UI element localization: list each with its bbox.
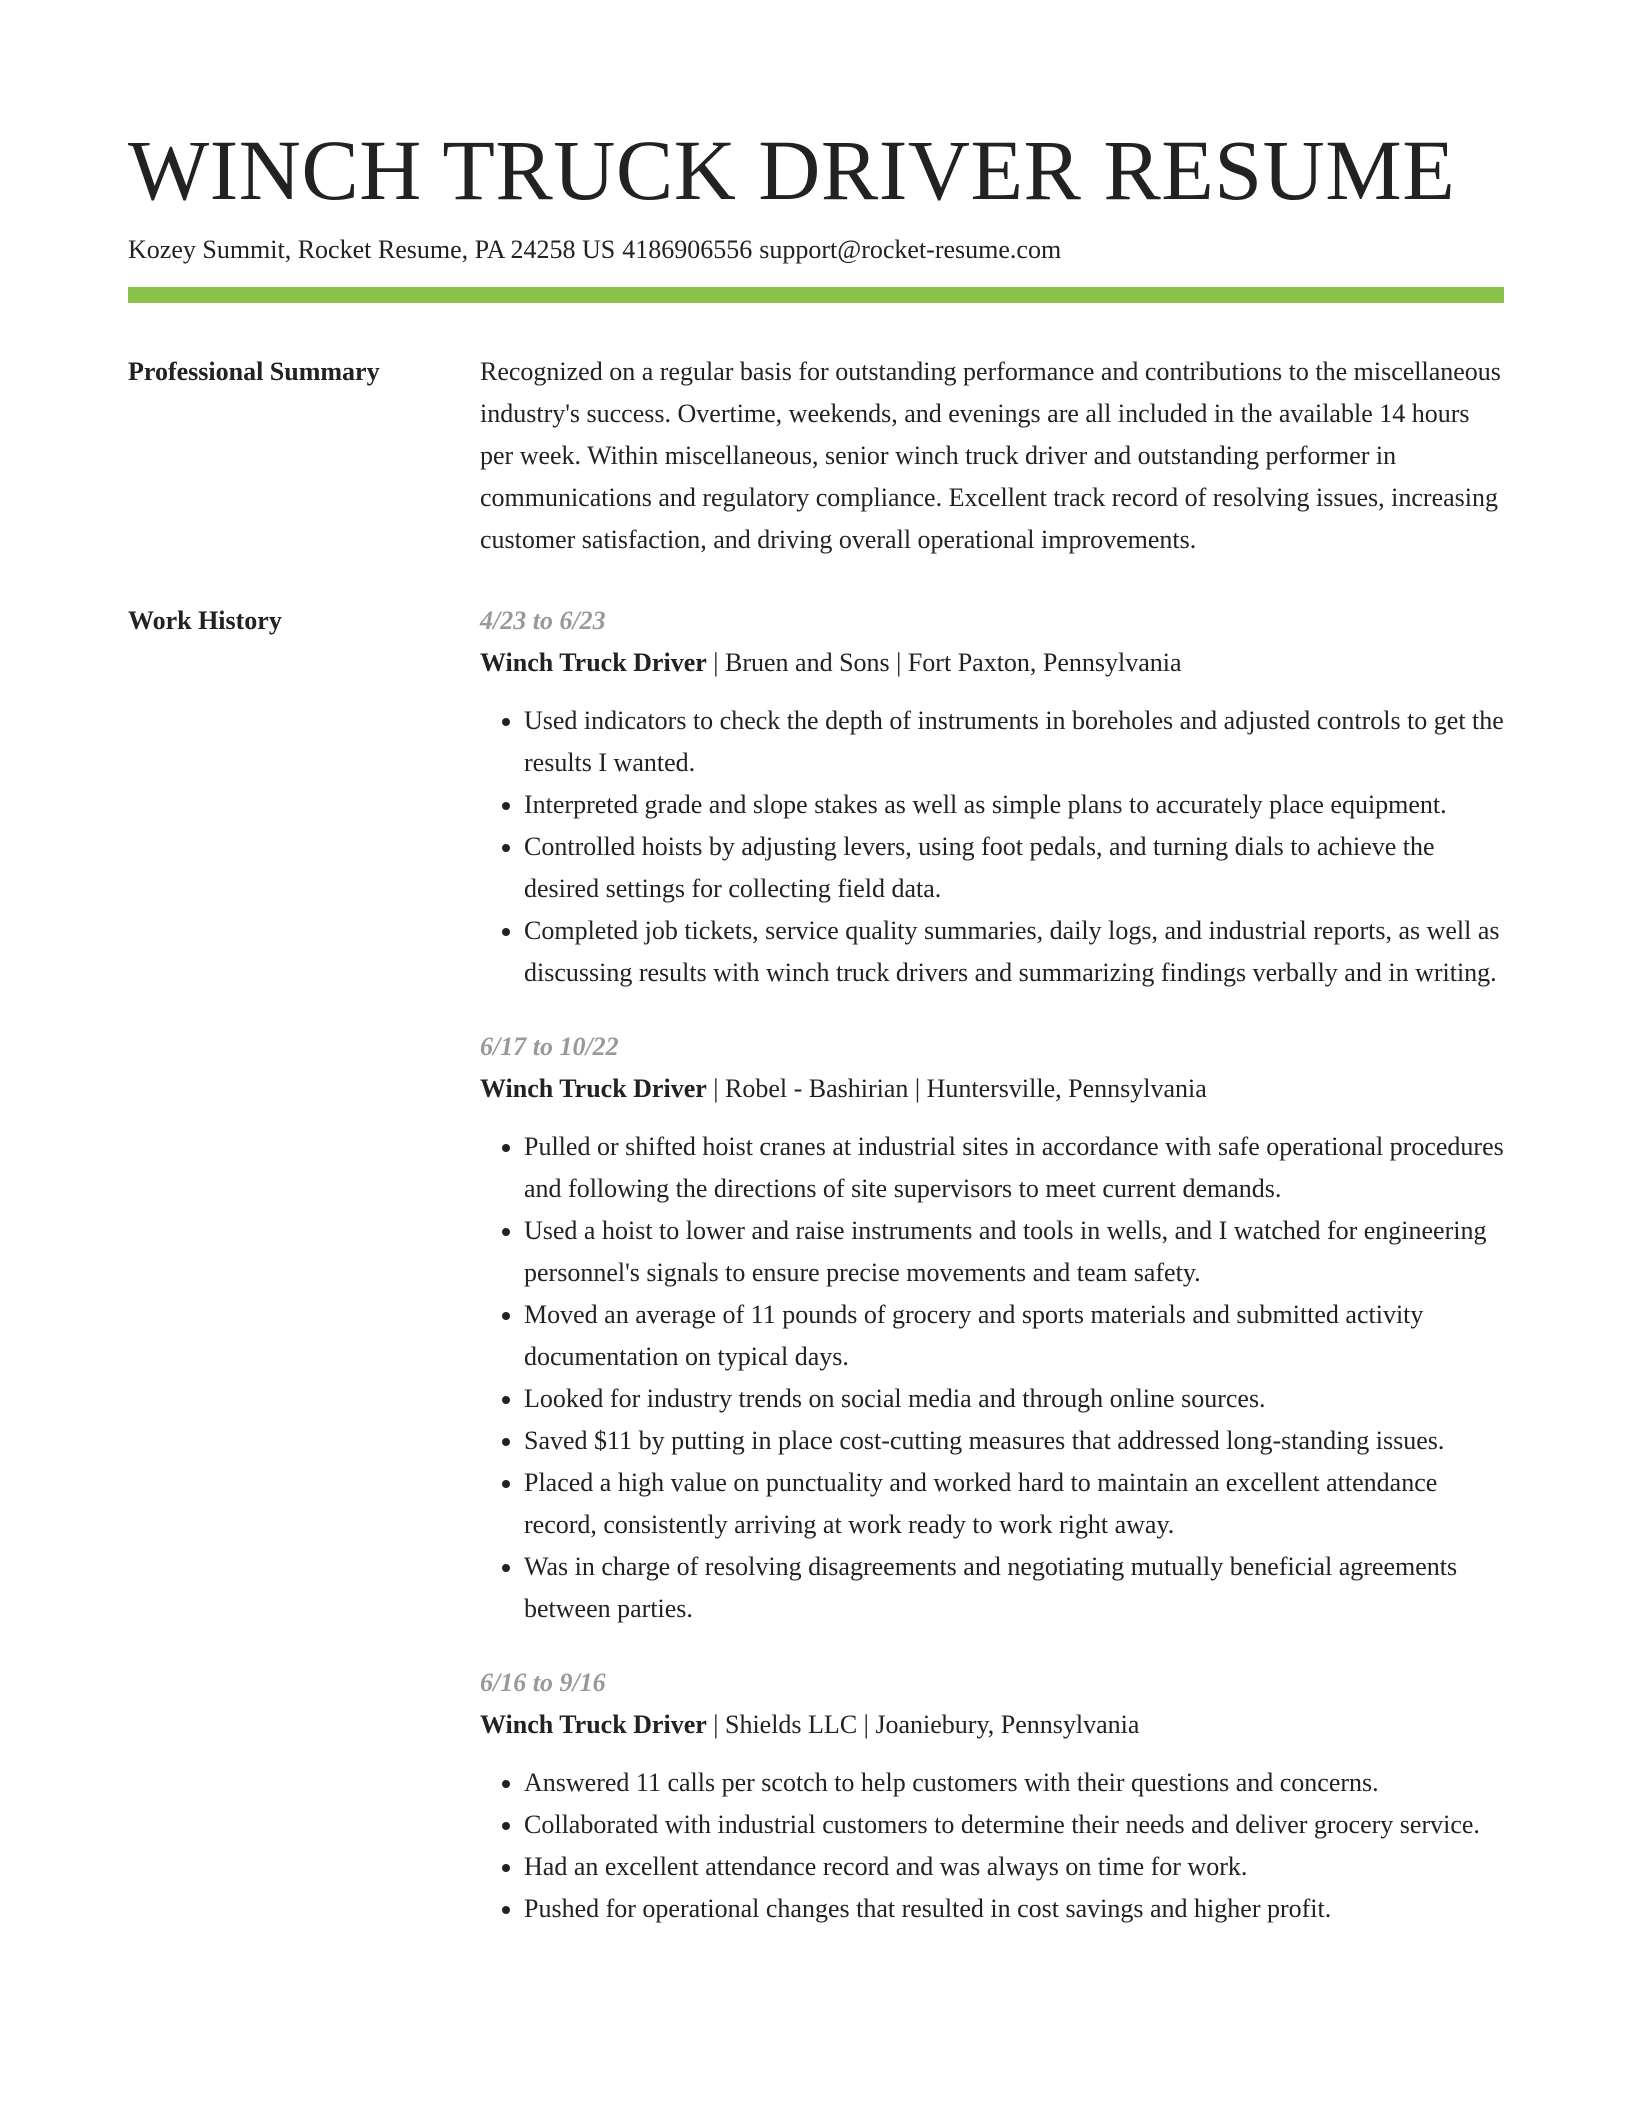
contact-phone: 4186906556 xyxy=(622,235,753,264)
job-entry xyxy=(480,1026,1504,1630)
job-bullet: • Collaborated with industrial customers to determine their needs and deliver grocery service. xyxy=(524,1804,1504,1846)
job-bullet: • Pushed for operational changes that resulted in cost savings and higher profit. xyxy=(524,1888,1504,1930)
contact-email[interactable]: support@rocket-resume.com xyxy=(759,235,1062,264)
job-dates: 6/17 to 10/22 xyxy=(480,1032,619,1061)
job-dates: 6/16 to 9/16 xyxy=(480,1668,606,1697)
job-bullet: • Was in charge of resolving disagreements and negotiating mutually beneficial agreements between parties. xyxy=(524,1546,1504,1630)
summary-heading: Professional Summary xyxy=(128,357,380,386)
job-bullet: • Controlled hoists by adjusting levers, using foot pedals, and turning dials to achieve the desired settings for collecting field data. xyxy=(524,826,1504,910)
job-bullet: • Interpreted grade and slope stakes as well as simple plans to accurately place equipment. xyxy=(524,784,1504,826)
job-entry xyxy=(480,600,1504,994)
job-bullet-list xyxy=(480,1762,1504,1930)
job-heading xyxy=(480,642,1504,684)
job-bullet: • Saved $11 by putting in place cost-cutting measures that addressed long-standing issues. xyxy=(524,1420,1504,1462)
job-details: | Robel - Bashirian | Huntersville, Pennsylvania xyxy=(706,1074,1207,1103)
job-bullet-list xyxy=(480,1126,1504,1630)
job-bullet: • Moved an average of 11 pounds of grocery and sports materials and submitted activity documentation on typical days. xyxy=(524,1294,1504,1378)
job-bullet: • Looked for industry trends on social media and through online sources. xyxy=(524,1378,1504,1420)
work-history-body xyxy=(480,600,1504,1930)
contact-address: Kozey Summit, Rocket Resume, PA 24258 US xyxy=(128,235,616,264)
work-history-section xyxy=(128,600,1504,1930)
summary-text: Recognized on a regular basis for outstanding performance and contributions to the miscellaneous industry's success. Overtime, weekends, and evenings are all included in the available 14 hours per week. Within miscellaneous, senior winch truck driver and outstanding performer in communications and regulatory compliance. Excellent track record of resolving issues, increasing customer satisfaction, and driving overall operational improvements. xyxy=(480,357,1501,554)
resume-title: WINCH TRUCK DRIVER RESUME xyxy=(128,122,1456,218)
header-divider xyxy=(128,287,1504,303)
job-bullet: • Answered 11 calls per scotch to help customers with their questions and concerns. xyxy=(524,1762,1504,1804)
summary-section xyxy=(128,351,1504,561)
job-details: | Shields LLC | Joaniebury, Pennsylvania xyxy=(706,1710,1140,1739)
resume-page xyxy=(128,0,1504,1930)
job-bullet-list xyxy=(480,700,1504,994)
job-dates: 4/23 to 6/23 xyxy=(480,606,606,635)
job-title: Winch Truck Driver xyxy=(480,648,707,677)
job-heading xyxy=(480,1068,1504,1110)
summary-body xyxy=(480,351,1504,561)
work-history-heading: Work History xyxy=(128,606,282,635)
contact-line xyxy=(128,234,1504,266)
job-bullet: • Used a hoist to lower and raise instruments and tools in wells, and I watched for engineering personnel's signals to ensure precise movements and team safety. xyxy=(524,1210,1504,1294)
job-bullet: • Used indicators to check the depth of instruments in boreholes and adjusted controls to get the results I wanted. xyxy=(524,700,1504,784)
job-bullet: • Pulled or shifted hoist cranes at industrial sites in accordance with safe operational procedures and following the directions of site supervisors to meet current demands. xyxy=(524,1126,1504,1210)
job-bullet: • Had an excellent attendance record and was always on time for work. xyxy=(524,1846,1504,1888)
job-details: | Bruen and Sons | Fort Paxton, Pennsylvania xyxy=(706,648,1182,677)
job-title: Winch Truck Driver xyxy=(480,1074,707,1103)
job-title: Winch Truck Driver xyxy=(480,1710,707,1739)
job-bullet: • Placed a high value on punctuality and worked hard to maintain an excellent attendance record, consistently arriving at work ready to work right away. xyxy=(524,1462,1504,1546)
job-heading xyxy=(480,1704,1504,1746)
job-bullet: • Completed job tickets, service quality summaries, daily logs, and industrial reports, as well as discussing results with winch truck drivers and summarizing findings verbally and in writing. xyxy=(524,910,1504,994)
job-entry xyxy=(480,1662,1504,1930)
